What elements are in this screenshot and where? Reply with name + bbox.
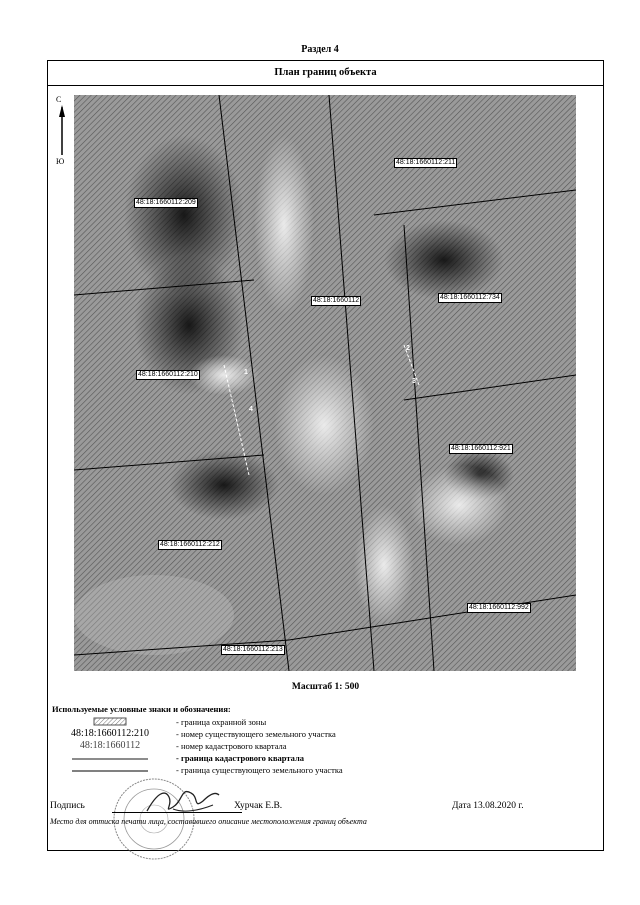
- plot-label-734: 48:18:1660112:734: [440, 294, 500, 301]
- stamp-note: Место для оттиска печати лица, составившего описание местоположения границ объекта: [50, 817, 367, 826]
- document-frame: [47, 60, 604, 851]
- plot-label-212: 48:18:1660112:212: [160, 541, 220, 548]
- legend-item-kvartal-border: [48, 752, 603, 764]
- legend-symbol-kvartal-border: [54, 752, 166, 764]
- compass-south: Ю: [56, 157, 65, 166]
- point-label-1: 1: [244, 369, 248, 376]
- legend-title: Используемые условные знаки и обозначения:: [52, 704, 231, 714]
- legend-item-kvartal-number: [48, 740, 603, 752]
- legend-item-protection-zone: [48, 716, 603, 728]
- legend-desc: - граница кадастрового квартала: [176, 753, 305, 763]
- header-title: План границ объекта: [48, 61, 603, 86]
- section-title: Раздел 4: [301, 44, 339, 55]
- scale-label: Масштаб 1: 500: [291, 682, 360, 692]
- legend-symbol-plot-number: 48:18:1660112:210: [71, 728, 149, 739]
- legend-symbol-zone: [54, 716, 166, 728]
- compass-icon: [54, 95, 72, 175]
- point-label-3: 3: [412, 378, 416, 385]
- legend-item-plot-number: [48, 728, 603, 740]
- plot-label-992: 48:18:1660112:992: [469, 604, 529, 611]
- legend-desc: - номер кадастрового квартала: [176, 741, 287, 751]
- legend-desc: - граница охранной зоны: [176, 717, 267, 727]
- signer-name: Хурчак Е.В.: [234, 801, 283, 811]
- date-label: Дата 13.08.2020 г.: [452, 801, 524, 811]
- plot-label-209: 48:18:1660112:209: [136, 199, 196, 206]
- plot-label-210: 48:18:1660112:210: [138, 371, 198, 378]
- plot-label-921: 48:18:1660112:921: [451, 445, 511, 452]
- point-label-2: 2: [406, 345, 410, 352]
- map-image: [74, 95, 576, 671]
- signature-line: [112, 812, 242, 813]
- legend-desc: - номер существующего земельного участка: [176, 729, 336, 739]
- legend-item-plot-border: [48, 764, 603, 776]
- kvartal-label: 48:18:1660112: [313, 297, 360, 304]
- signature-icon: [143, 783, 223, 819]
- legend-symbol-plot-border: [54, 764, 166, 776]
- legend-symbol-kvartal-number: 48:18:1660112: [79, 740, 141, 751]
- legend-desc: - граница существующего земельного участка: [176, 765, 343, 775]
- plot-label-211: 48:18:1660112:211: [396, 159, 456, 166]
- signature-label: Подпись: [50, 801, 85, 811]
- compass-north: С: [56, 95, 62, 104]
- plot-label-213: 48:18:1660112:213: [223, 646, 283, 653]
- point-label-4: 4: [249, 406, 253, 413]
